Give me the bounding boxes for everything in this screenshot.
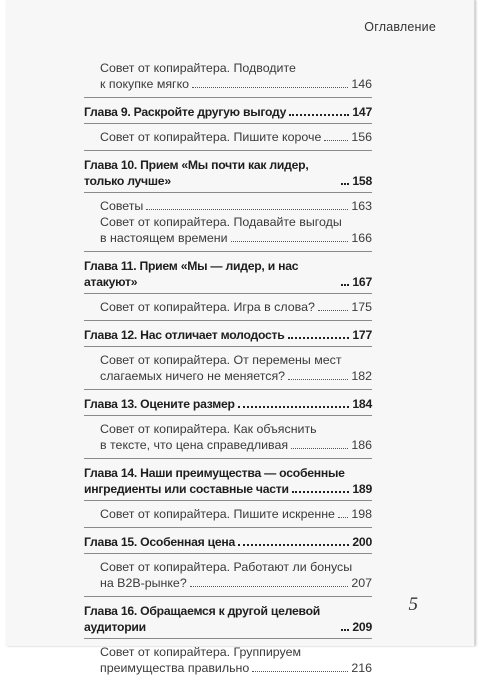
leader-dots bbox=[291, 448, 348, 449]
divider bbox=[84, 97, 372, 98]
entry-text: в настоящем времени bbox=[100, 231, 228, 245]
chapter-line bbox=[84, 603, 372, 635]
entry-text: Совет от копирайтера. Работают ли бонусы bbox=[100, 560, 353, 574]
toc-chapter-15 bbox=[84, 534, 372, 550]
leader-dots bbox=[324, 140, 348, 141]
page-folio: 5 bbox=[408, 594, 418, 615]
page-number: 147 bbox=[352, 105, 372, 119]
toc-chapter-14 bbox=[84, 465, 372, 497]
running-head: Оглавление bbox=[364, 20, 436, 34]
page-number: 209 bbox=[352, 620, 372, 634]
divider bbox=[84, 415, 372, 416]
page-number: 198 bbox=[351, 507, 372, 521]
chapter-line bbox=[84, 327, 372, 343]
entry-text: в тексте, что цена справедливая bbox=[100, 438, 289, 452]
entry-text: слагаемых ничего не меняется? bbox=[100, 369, 286, 383]
table-of-contents bbox=[84, 60, 372, 676]
divider bbox=[84, 320, 372, 321]
entry-text: Совет от копирайтера. Подавайте выгоды bbox=[100, 215, 342, 229]
toc-chapter-11 bbox=[84, 258, 372, 290]
page-number: 207 bbox=[351, 576, 372, 590]
page-number: 186 bbox=[351, 438, 372, 452]
entry-line bbox=[84, 575, 372, 591]
toc-chapter-10 bbox=[84, 157, 372, 189]
page-number: 146 bbox=[351, 77, 372, 91]
leader-dots bbox=[231, 241, 349, 242]
entry-line bbox=[84, 368, 372, 384]
page-number: 167 bbox=[352, 275, 372, 289]
entry-line bbox=[84, 352, 372, 368]
entry-text: Совет от копирайтера. Подводите bbox=[100, 61, 296, 75]
entry-line bbox=[84, 506, 372, 522]
chapter-line bbox=[84, 258, 372, 290]
divider bbox=[84, 123, 372, 124]
entry-text: Совет от копирайтера. Игра в слова? bbox=[100, 300, 315, 314]
entry-text: на B2B-рынке? bbox=[100, 576, 187, 590]
divider bbox=[84, 293, 372, 294]
entry-text: Советы bbox=[100, 199, 144, 213]
toc-entry-16 bbox=[84, 559, 372, 591]
leader-dots bbox=[338, 517, 348, 518]
leader-dots bbox=[192, 87, 348, 88]
page-number: 166 bbox=[351, 231, 372, 245]
chapter-line bbox=[84, 534, 372, 550]
leader-dots bbox=[252, 671, 348, 672]
page-number: 175 bbox=[351, 300, 372, 314]
divider bbox=[84, 596, 372, 597]
leader-dots bbox=[341, 284, 349, 286]
divider bbox=[84, 389, 372, 390]
leader-dots bbox=[288, 379, 348, 380]
toc-chapter-9 bbox=[84, 104, 372, 120]
entry-line bbox=[84, 129, 372, 145]
divider bbox=[84, 251, 372, 252]
leader-dots bbox=[289, 114, 349, 116]
leader-dots bbox=[292, 491, 350, 493]
chapter-title: ингредиенты или составные части bbox=[84, 482, 289, 496]
chapter-title: Глава 16. Обращаемся к другой целевой аудитории bbox=[84, 604, 321, 634]
entry-line bbox=[84, 421, 372, 437]
page-number: 189 bbox=[352, 482, 372, 496]
leader-dots bbox=[288, 337, 350, 339]
divider bbox=[84, 458, 372, 459]
toc-entry-10 bbox=[84, 352, 372, 384]
chapter-line bbox=[84, 396, 372, 412]
divider bbox=[84, 527, 372, 528]
chapter-title: Глава 15. Особенная цена bbox=[84, 535, 236, 549]
divider bbox=[84, 638, 372, 639]
entry-line bbox=[84, 660, 372, 676]
toc-chapter-12 bbox=[84, 327, 372, 343]
toc-entry-12 bbox=[84, 421, 372, 453]
leader-dots bbox=[341, 183, 349, 185]
divider bbox=[84, 150, 372, 151]
page-number: 163 bbox=[351, 199, 372, 213]
chapter-line bbox=[84, 157, 372, 189]
entry-line bbox=[84, 230, 372, 246]
chapter-title: Глава 12. Нас отличает молодость bbox=[84, 328, 285, 342]
leader-dots bbox=[238, 544, 349, 546]
toc-entry-8 bbox=[84, 299, 372, 315]
page-number: 156 bbox=[351, 130, 372, 144]
entry-text: Совет от копирайтера. Группируем bbox=[100, 645, 302, 659]
chapter-title: Глава 14. Наши преимущества — особенные bbox=[84, 466, 345, 480]
toc-entry-5 bbox=[84, 198, 372, 214]
divider bbox=[84, 500, 372, 501]
entry-line bbox=[84, 644, 372, 660]
leader-dots bbox=[146, 209, 348, 210]
chapter-line bbox=[84, 104, 372, 120]
leader-dots bbox=[190, 586, 349, 587]
entry-text: Совет от копирайтера. Пишите искренне bbox=[100, 507, 335, 521]
toc-entry-1 bbox=[84, 60, 372, 92]
toc-entry-3 bbox=[84, 129, 372, 145]
chapter-line bbox=[84, 481, 372, 497]
page-number: 200 bbox=[352, 535, 372, 549]
chapter-title: Глава 11. Прием «Мы — лидер, и нас атакуют» bbox=[84, 259, 299, 289]
page-number: 216 bbox=[351, 661, 372, 675]
entry-text: преимущества правильно bbox=[100, 661, 250, 675]
entry-line bbox=[84, 437, 372, 453]
leader-dots bbox=[341, 629, 349, 631]
entry-text: Совет от копирайтера. Пишите короче bbox=[100, 130, 322, 144]
chapter-title: Глава 10. Прием «Мы почти как лидер, только лучше» bbox=[84, 158, 309, 188]
page-number: 184 bbox=[352, 397, 372, 411]
toc-entry-18 bbox=[84, 644, 372, 676]
leader-dots bbox=[238, 406, 350, 408]
divider bbox=[84, 553, 372, 554]
chapter-title: Глава 9. Раскройте другую выгоду bbox=[84, 105, 287, 119]
page-number: 158 bbox=[352, 174, 372, 188]
page-number: 177 bbox=[352, 328, 372, 342]
divider bbox=[84, 192, 372, 193]
toc-chapter-16 bbox=[84, 603, 372, 635]
leader-dots bbox=[318, 310, 348, 311]
toc-entry-14 bbox=[84, 506, 372, 522]
entry-line bbox=[84, 60, 372, 76]
entry-line bbox=[84, 559, 372, 575]
entry-line bbox=[84, 76, 372, 92]
book-page bbox=[6, 0, 475, 675]
page-number: 182 bbox=[351, 369, 372, 383]
entry-line bbox=[84, 299, 372, 315]
entry-text: Совет от копирайтера. От перемены мест bbox=[100, 353, 342, 367]
entry-line bbox=[84, 214, 372, 230]
chapter-line bbox=[84, 465, 372, 481]
chapter-title: Глава 13. Оцените размер bbox=[84, 397, 235, 411]
toc-entry-6 bbox=[84, 214, 372, 246]
entry-line bbox=[84, 198, 372, 214]
entry-text: к покупке мягко bbox=[100, 77, 190, 91]
divider bbox=[84, 346, 372, 347]
toc-chapter-13 bbox=[84, 396, 372, 412]
entry-text: Совет от копирайтера. Как объяснить bbox=[100, 422, 317, 436]
